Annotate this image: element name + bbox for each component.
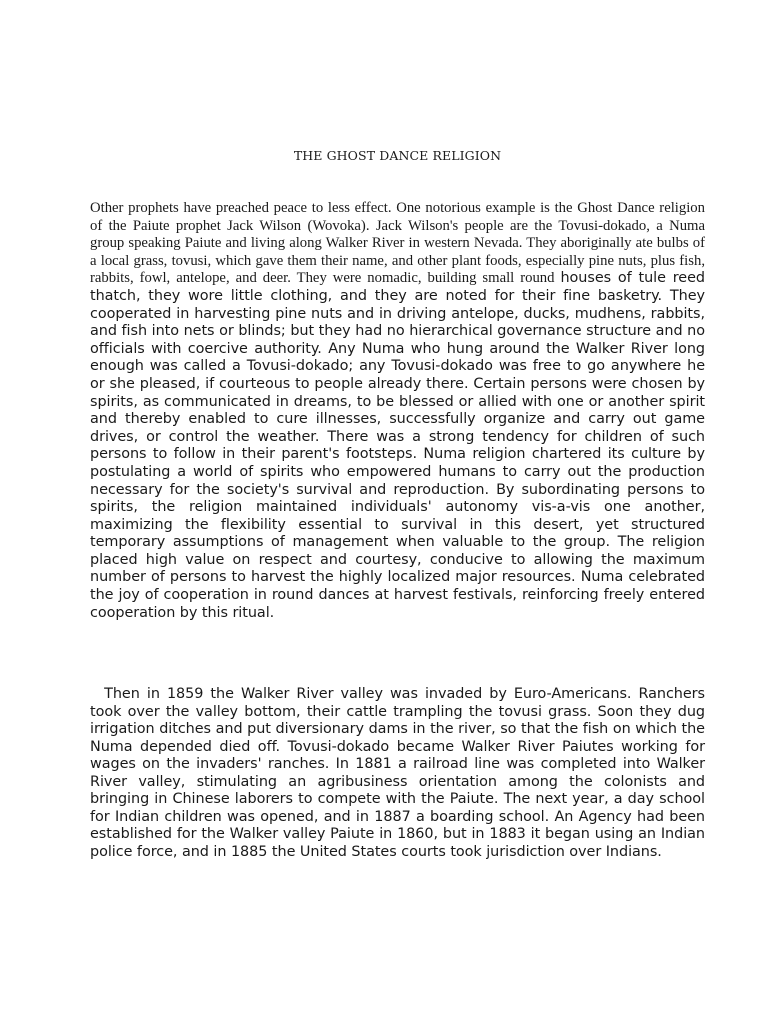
paragraph-1-serif-text: Other prophets have preached peace to less effect. One notorious example is the Ghost Dance religion of the Paiute prophet Jack Wilson (Wovoka). Jack Wilson's people are the Tovusi-dokado, a Numa group speaking Paiute and living along Walker River in western Nevada. They aboriginally ate bulbs of a local grass, tovusi, which gave them their name, and other plant foods, especially pine nuts, plus fish, rabbits, fowl, antelope, and deer. They were nomadic, building small round xyxy=(90,200,705,287)
paragraph-2 xyxy=(90,686,710,861)
paragraph-1 xyxy=(90,200,705,622)
document-title: THE GHOST DANCE RELIGION xyxy=(293,148,502,163)
paragraph-2-text: Then in 1859 the Walker River valley was invaded by Euro-Americans. Ranchers took over the valley bottom, their cattle trampling the tovusi grass. Soon they dug irrigation ditches and put diversionary dams in the river, so that the fish on which the Numa depended died off. Tovusi-dokado became Walker River Paiutes working for wages on the invaders' ranches. In 1881 a railroad line was completed into Walker River valley, stimulating an agribusiness orientation among the colonists and bringing in Chinese laborers to compete with the Paiute. The next year, a day school for Indian children was opened, and in 1887 a boarding school. An Agency had been established for the Walker valley Paiute in 1860, but in 1883 it began using an Indian police force, and in 1885 the United States courts took jurisdiction over Indians. xyxy=(90,686,710,860)
paragraph-1-sans-text: houses of tule reed thatch, they wore little clothing, and they are noted for their fine basketry. They cooperated in harvesting pine nuts and in driving antelope, ducks, mudhens, rabbits, and fish into nets or blinds; but they had no hierarchical governance structure and no officials with coercive authority. Any Numa who hung around the Walker River long enough was called a Tovusi-dokado; any Tovusi-dokado was free to go anywhere he or she pleased, if courteous to people already there. Certain persons were chosen by spirits, as communicated in dreams, to be blessed or allied with one or another spirit and thereby enabled to cure illnesses, successfully organize and carry out game drives, or control the weather. There was a strong tendency for children of such persons to follow in their parent's footsteps. Numa religion chartered its culture by postulating a world of spirits who empowered humans to carry out the production necessary for the society's survival and reproduction. By subordinating persons to spirits, the religion maintained individuals' autonomy vis-a-vis one another, maximizing the flexibility essential to survival in this desert, yet structured temporary assumptions of management when valuable to the group. The religion placed high value on respect and courtesy, conducive to allowing the maximum number of persons to harvest the highly localized major resources. Numa celebrated the joy of cooperation in round dances at harvest festivals, reinforcing freely entered cooperation by this ritual. xyxy=(90,270,705,621)
